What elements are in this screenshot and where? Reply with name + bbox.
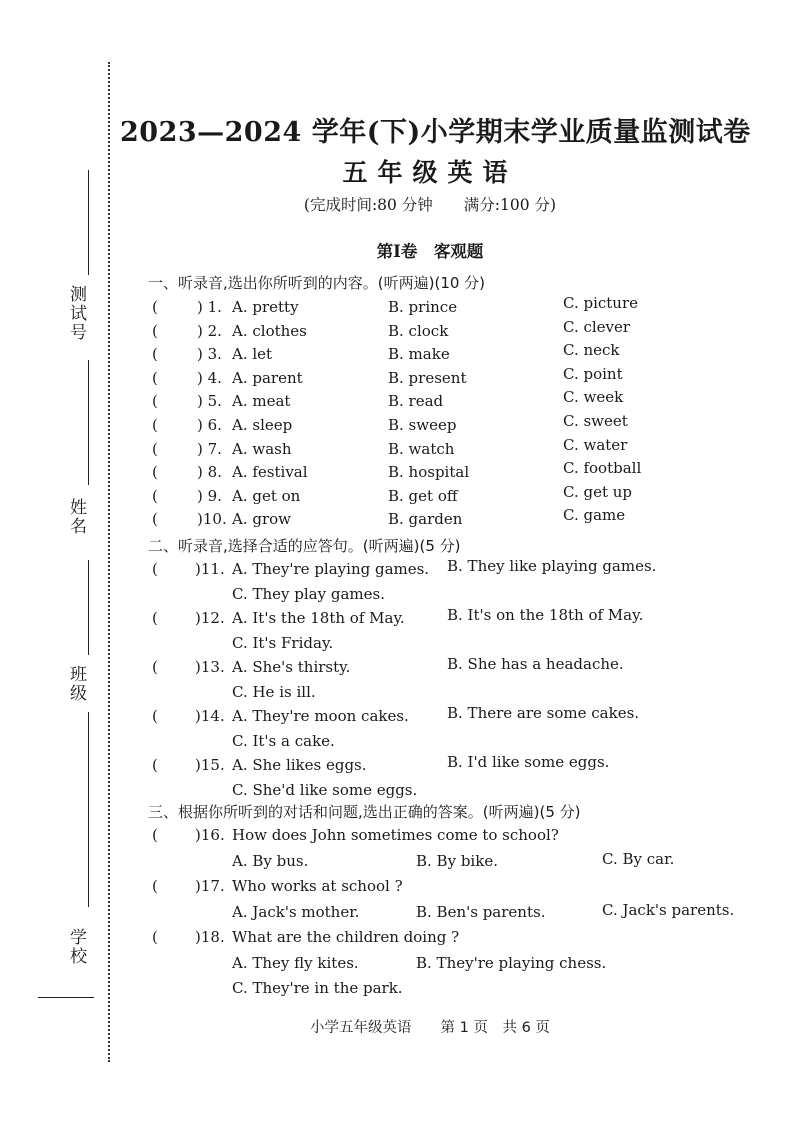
answer-blank[interactable]: ( [152,707,158,725]
question-number: )10. [197,510,227,529]
answer-blank[interactable]: ( [152,439,158,458]
question-text: What are the children doing ? [232,928,460,946]
option-a: A. Jack's mother. [232,903,360,921]
option-c: C. They're in the park. [232,979,403,997]
question-number: ) 3. [197,345,222,364]
option-a: A. They're playing games. [232,560,430,578]
option-c: C. He is ill. [232,683,316,701]
answer-blank[interactable]: ( [152,877,158,895]
answer-blank[interactable]: ( [152,321,158,340]
option-a: A. They're moon cakes. [232,707,409,725]
option-c: C. water [563,435,628,454]
option-a: A. She likes eggs. [232,756,367,774]
option-b: B. clock [388,321,449,340]
answer-blank[interactable]: ( [152,486,158,505]
section3-heading: 三、根据你所听到的对话和问题,选出正确的答案。(听两遍)(5 分) [148,803,581,821]
option-a: A. get on [232,486,301,505]
option-a: A. meat [232,392,291,411]
question-number: )12. [195,609,225,627]
margin-separator [38,997,94,998]
option-b: B. They like playing games. [447,557,657,575]
time-info: (完成时间:80 分钟 满分:100 分) [303,196,557,214]
option-b: B. read [388,392,444,411]
option-a: A. They fly kites. [232,954,359,972]
answer-blank[interactable]: ( [152,368,158,387]
question-number: ) 7. [197,439,222,458]
page-footer: 小学五年级英语 第 1 页 共 6 页 [310,1020,550,1036]
question-number: )13. [195,658,225,676]
school-blank [88,712,89,907]
question-number: ) 9. [197,486,222,505]
option-c: C. week [563,388,624,407]
option-b: B. I'd like some eggs. [447,753,610,771]
option-c: C. get up [563,482,633,501]
option-b: B. prince [388,298,458,316]
name-label: 姓名 [66,498,86,536]
answer-blank[interactable]: ( [152,463,158,482]
option-c: C. point [563,364,623,383]
option-c: C. sweet [563,412,628,430]
question-text: How does John sometimes come to school? [232,826,559,844]
option-a: A. grow [232,510,292,529]
option-a: A. By bus. [232,852,309,870]
question-number: )14. [195,707,225,725]
exam-no-blank [88,170,89,275]
option-b: B. watch [388,439,455,458]
binding-dotted-line [108,62,110,1062]
option-a: A. wash [232,439,292,458]
answer-blank[interactable]: ( [152,345,158,364]
answer-blank[interactable]: ( [152,826,158,844]
question-number: )18. [195,928,225,946]
option-b: B. garden [388,510,463,529]
option-a: A. pretty [232,298,299,316]
answer-blank[interactable]: ( [152,928,158,946]
option-c: C. By car. [602,850,675,868]
option-b: B. make [388,345,450,364]
option-b: B. She has a headache. [447,655,624,673]
option-c: C. game [563,506,626,525]
question-number: ) 2. [197,321,222,340]
option-a: A. She's thirsty. [232,658,351,676]
school-label: 学校 [66,928,86,966]
option-c: C. football [563,459,642,478]
exam-subtitle: 五年级英语 [342,158,518,187]
class-label: 班级 [66,665,86,703]
question-number: ) 5. [197,392,222,411]
section2-heading: 二、听录音,选择合适的应答句。(听两遍)(5 分) [148,537,461,555]
answer-blank[interactable]: ( [152,560,158,578]
option-b: B. present [388,368,467,387]
option-c: C. neck [563,341,620,360]
section1-heading: 一、听录音,选出你所听到的内容。(听两遍)(10 分) [148,274,486,292]
option-a: A. parent [232,368,303,387]
answer-blank[interactable]: ( [152,658,158,676]
name-blank [88,360,89,485]
option-b: B. By bike. [416,852,498,870]
option-a: A. sleep [232,416,293,434]
question-number: )11. [195,560,225,578]
option-c: C. She'd like some eggs. [232,781,418,799]
answer-blank[interactable]: ( [152,298,158,316]
option-b: B. It's on the 18th of May. [447,606,644,624]
volume-title: 第Ⅰ卷 客观题 [376,242,484,261]
option-c: C. They play games. [232,585,385,603]
option-b: B. There are some cakes. [447,704,640,722]
option-c: C. clever [563,317,631,336]
option-c: C. It's a cake. [232,732,335,750]
option-a: A. let [232,345,273,364]
exam-no-label: 测试号 [66,285,86,342]
question-number: ) 1. [197,298,222,316]
class-blank [88,560,89,655]
answer-blank[interactable]: ( [152,392,158,411]
answer-blank[interactable]: ( [152,609,158,627]
question-text: Who works at school ? [232,877,403,895]
option-b: B. Ben's parents. [416,903,546,921]
option-a: A. It's the 18th of May. [232,609,405,627]
answer-blank[interactable]: ( [152,416,158,434]
option-c: C. It's Friday. [232,634,334,652]
question-number: )16. [195,826,225,844]
question-number: )17. [195,877,225,895]
option-b: B. get off [388,486,458,505]
answer-blank[interactable]: ( [152,756,158,774]
question-number: )15. [195,756,225,774]
option-b: B. hospital [388,463,470,482]
answer-blank[interactable]: ( [152,510,158,529]
option-c: C. picture [563,294,639,312]
question-number: ) 8. [197,463,222,482]
option-b: B. sweep [388,416,457,434]
option-b: B. They're playing chess. [416,954,607,972]
exam-title: 2023—2024 学年(下)小学期末学业质量监测试卷 [120,117,751,148]
question-number: ) 6. [197,416,222,434]
option-a: A. clothes [232,321,307,340]
question-number: ) 4. [197,368,222,387]
option-c: C. Jack's parents. [602,901,735,919]
option-a: A. festival [232,463,308,482]
